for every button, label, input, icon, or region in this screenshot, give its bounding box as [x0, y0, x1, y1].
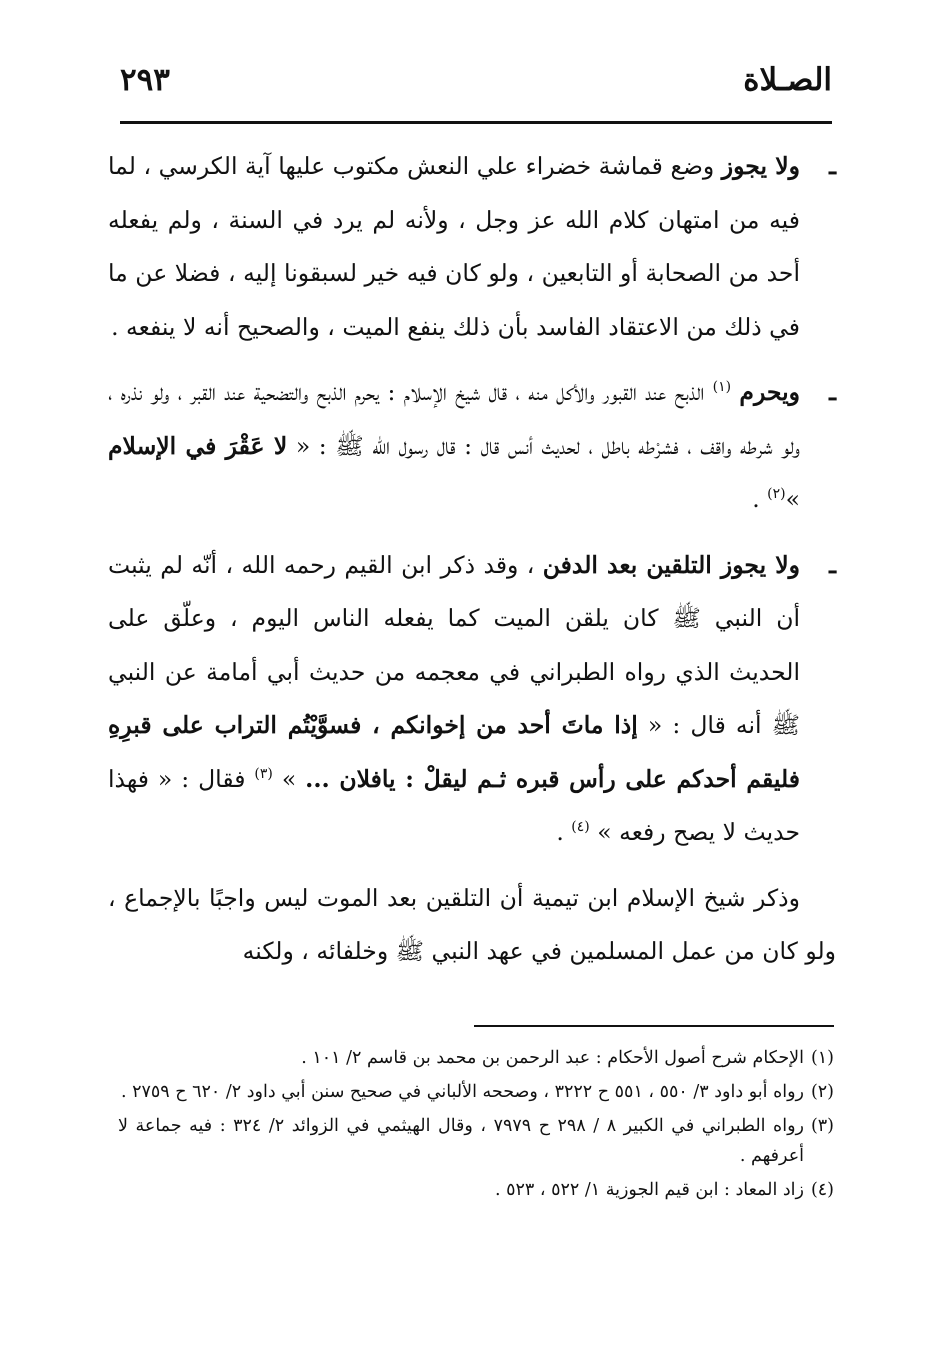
hadith-quote: إذا ماتَ أحد من إخوانكم ، فسوَّيْتُم التراب على قبرِهِ فليقم أحدكم على رأس قبره ثـم ليقلْ : يافلان ...: [108, 711, 800, 793]
footnote-ref[interactable]: (٤): [571, 819, 590, 836]
footnote-number: (٢): [810, 1082, 834, 1102]
paragraph-text: وضع قماشة خضراء علي النعش مكتوب عليها آية الكرسي ، لما فيه من امتهان كلام الله عز وجل ، ولأنه لم يرد في السنة ، ولم يفعله أحد من الصحابة أو التابعين ، ولو كان فيه خير لسبقونا إليه ، فضلا عن ما في ذلك من الاعتقاد الفاسد بأن ذلك ينفع الميت ، والصحيح أنه لا ينفعه .: [108, 152, 800, 341]
paragraph-text: وذكر شيخ الإسلام ابن تيمية أن التلقين بعد الموت ليس واجبًا بالإجماع ، ولو كان من عمل المسلمين في عهد النبي ﷺ وخلفائه ، ولكنه: [108, 883, 836, 965]
footnote-ref[interactable]: (٣): [254, 765, 273, 782]
footnote-text: زاد المعاد : ابن قيم الجوزية ١/ ٥٢٢ ، ٥٢٣ .: [494, 1180, 804, 1200]
footnote-number: (٣): [810, 1116, 834, 1136]
paragraph-cloth-on-bier: [108, 140, 836, 354]
hadith-quote: لا عَقْرَ في الإسلام: [108, 431, 288, 460]
paragraph-talqin: [108, 539, 836, 860]
paragraph-slaughter-at-graves: [108, 366, 836, 527]
paragraph-lead: ويحرم: [739, 378, 800, 406]
paragraph-ibn-taymiyya: [108, 872, 836, 979]
footnotes: [118, 1043, 834, 1209]
footnote-item: [118, 1043, 834, 1073]
footnote-ref[interactable]: (١): [712, 379, 732, 396]
page-header: [120, 62, 832, 108]
footnote-item: [118, 1077, 834, 1107]
paragraph-text: ، وقد ذكر ابن القيم رحمه الله ، أنّه لم يثبت أن النبي ﷺ كان يلقن الميت كما يفعله الناس اليوم ، وعلّق على الحديث الذي رواه الطبراني في معجمه من حديث أبي أمامة عن النبي ﷺ أنه قال : «: [108, 550, 801, 739]
quote-close: »: [785, 485, 800, 513]
footnote-text: الإحكام شرح أصول الأحكام : عبد الرحمن بن محمد بن قاسم ٢/ ١٠١ .: [301, 1048, 804, 1068]
chapter-title: الصـلاة: [743, 62, 832, 98]
page-number: ٢٩٣: [120, 62, 170, 98]
quote-close: »: [281, 764, 306, 793]
footnote-divider: [474, 1025, 834, 1027]
footnote-text: رواه الطبراني في الكبير ٨ / ٢٩٨ ح ٧٩٧٩ ، وقال الهيثمي في الزوائد ٢/ ٣٢٤ : فيه جماعة لا أعرفهم .: [118, 1116, 804, 1166]
bullet-dash: ـ: [829, 378, 836, 406]
paragraph-lead: ولا يجوز التلقين بعد الدفن: [542, 550, 800, 579]
paragraph-text: الذبح عند القبور والأكل منه ، قال شيخ الإسلام : يحرم الذبح والتضحية عند القبر ، ولو نذره ، ولو شرطه واقف ، فشرْطه باطل ، لحديث أنس قال : قال رسول الله ﷺ : «: [108, 378, 801, 460]
footnote-item: [118, 1175, 834, 1205]
paragraph-lead: ولا يجوز: [721, 152, 800, 180]
footnote-number: (٤): [810, 1180, 834, 1200]
footnote-text: رواه أبو داود ٣/ ٥٥٠ ، ٥٥١ ح ٣٢٢٢ ، وصححه الألباني في صحيح سنن أبي داود ٢/ ٦٢٠ ح ٢٧٥٩ .: [120, 1082, 804, 1102]
paragraph-end: .: [752, 485, 768, 513]
footnote-number: (١): [810, 1048, 834, 1068]
main-text: [108, 140, 836, 979]
paragraph-tail: فقال : « فهذا حديث لا يصح رفعه »: [108, 764, 800, 846]
bullet-dash: ـ: [829, 152, 836, 180]
bullet-dash: ـ: [829, 550, 836, 579]
header-divider: [120, 121, 832, 124]
footnote-ref[interactable]: (٢): [767, 486, 786, 503]
paragraph-end: .: [556, 818, 572, 846]
footnote-item: [118, 1111, 834, 1171]
